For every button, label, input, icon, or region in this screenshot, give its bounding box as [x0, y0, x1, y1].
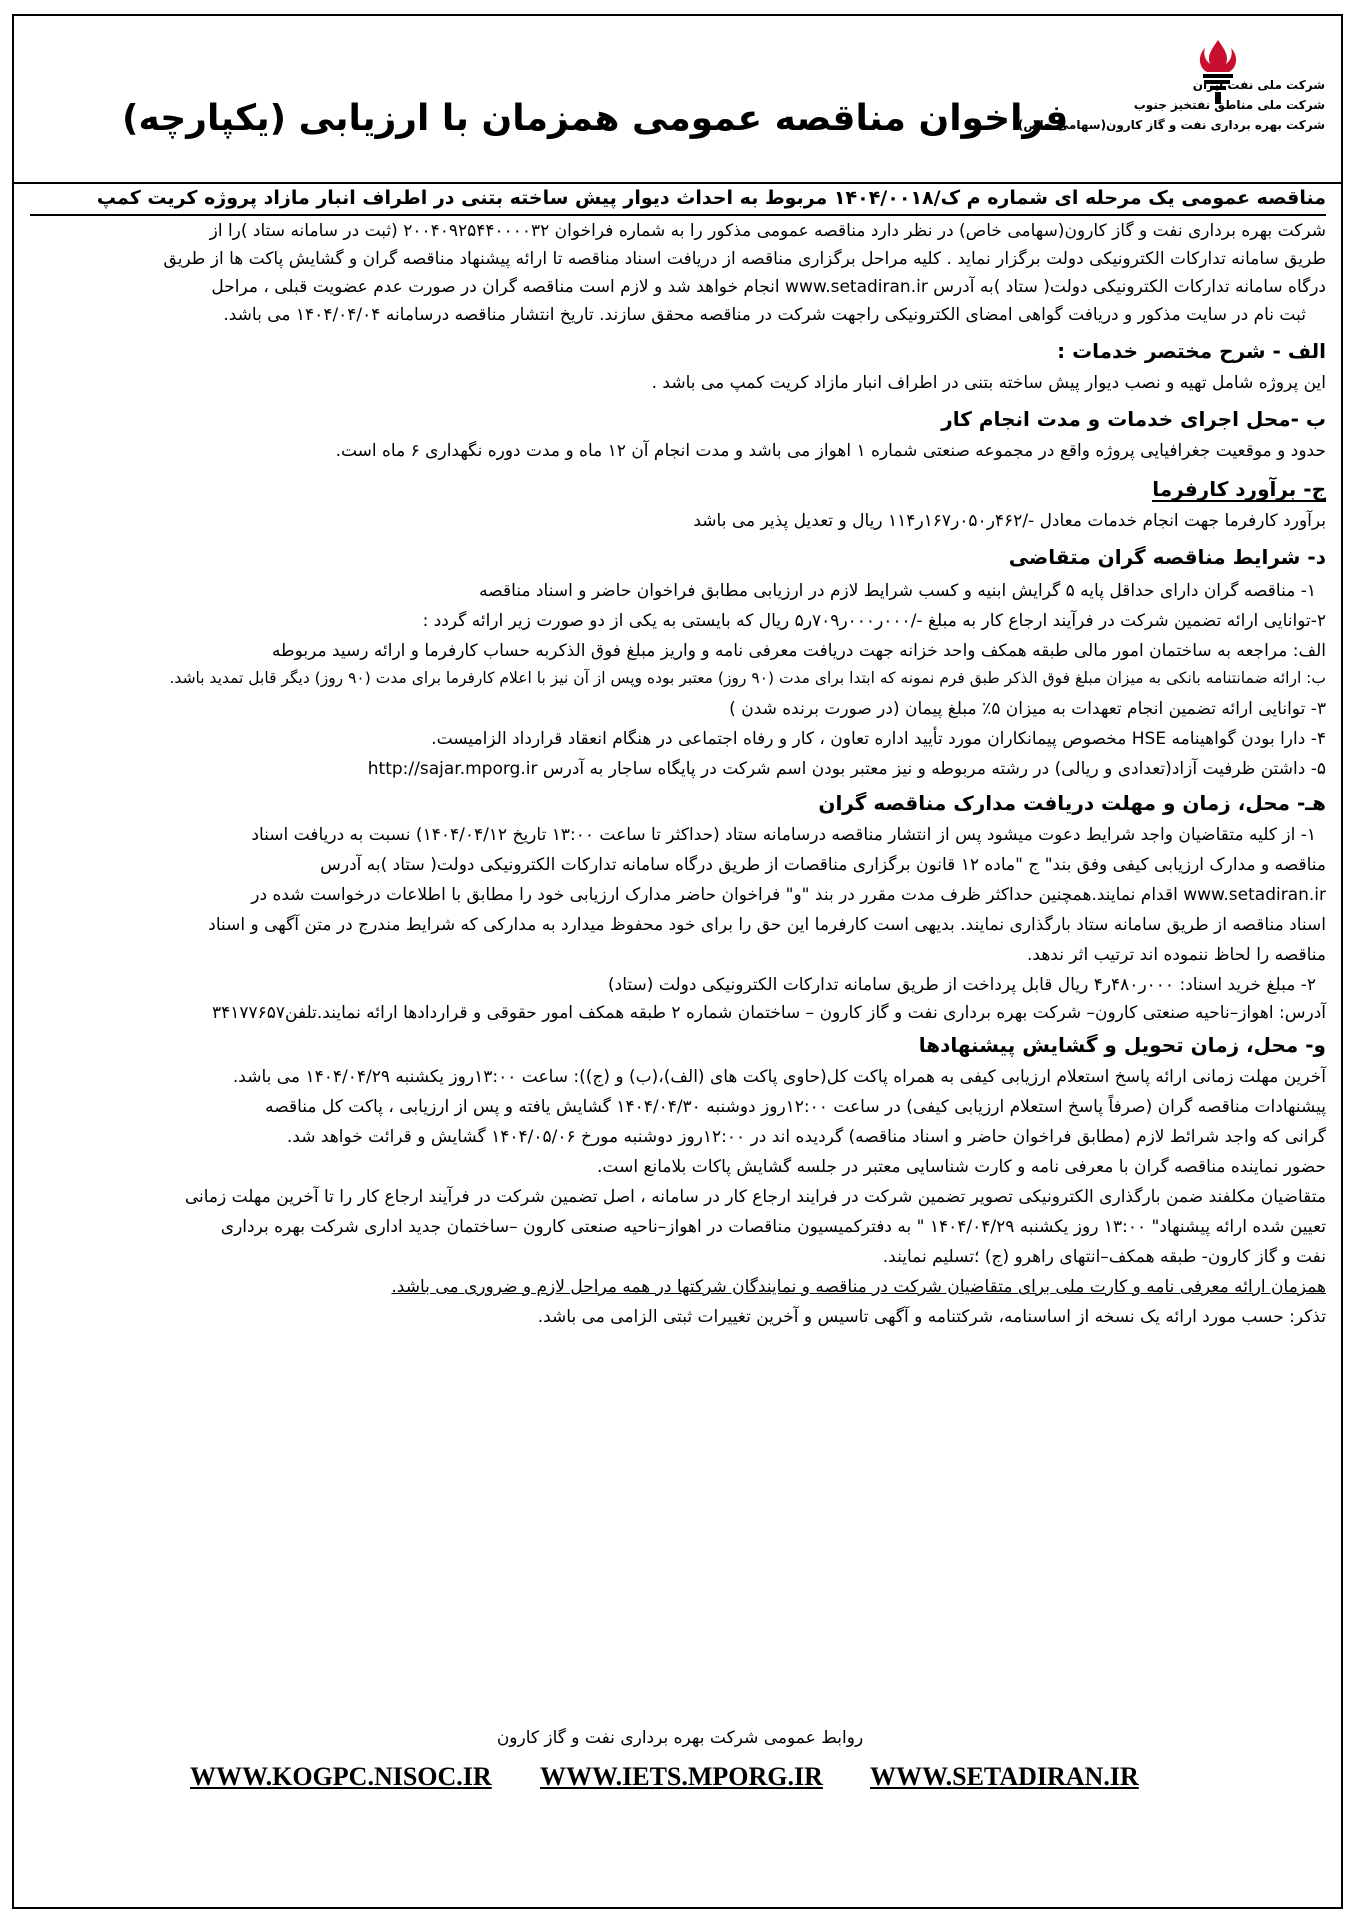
paragraph-line: آخرین مهلت زمانی ارائه پاسخ استعلام ارزیابی کیفی به همراه پاکت کل(حاوی پاکت های (الف)،(ب) و (ج)): ساعت ۱۳:۰۰روز یکشنبه ۱۴۰۴/۰۴/۲۹ می باشد.	[232, 1067, 1326, 1087]
section-heading-alef: الف - شرح مختصر خدمات :	[1057, 339, 1326, 363]
paragraph-line: تعیین شده ارائه پیشنهاد" ۱۳:۰۰ روز یکشنبه ۱۴۰۴/۰۴/۲۹ " به دفترکمیسیون مناقصات در اهواز–ناحیه صنعتی کارون –ساختمان جدید اداری شرکت بهره برداری	[220, 1217, 1326, 1237]
condition-item-4: ۴- دارا بودن گواهینامه HSE مخصوص پیمانکاران مورد تأیید اداره تعاون ، کار و رفاه اجتماعی در هنگام انعقاد قرارداد الزامیست.	[431, 729, 1326, 749]
section-heading-dal: د- شرایط مناقصه گران متقاضی	[1008, 545, 1326, 569]
note-line: تذکر: حسب مورد ارائه یک نسخه از اساسنامه، شرکتنامه و آگهی تاسیس و آخرین تغییرات ثبتی الزامی می باشد.	[537, 1307, 1326, 1327]
paragraph-line: نفت و گاز کارون- طبقه همکف–انتهای راهرو (ج) ؛تسلیم نمایند.	[882, 1247, 1326, 1267]
paragraph-line: همزمان ارائه معرفی نامه و کارت ملی برای متقاضیان شرکت در مناقصه و نمایندگان شرکتها در همه مراحل لازم و ضروری می باشد.	[391, 1277, 1326, 1297]
paragraph-line: طریق سامانه تدارکات الکترونیکی دولت برگزار نماید . کلیه مراحل برگزاری مناقصه از دریافت اسناد مناقصه تا ارائه پیشنهاد مناقصه گران و گشایش پاکت ها از طریق	[163, 249, 1326, 269]
header	[12, 14, 1343, 184]
public-relations-label: روابط عمومی شرکت بهره برداری نفت و گاز کارون	[496, 1728, 864, 1748]
paragraph-line: شرکت بهره برداری نفت و گاز کارون(سهامی خاص) در نظر دارد مناقصه عمومی مذکور را به شماره فراخوان ۲۰۰۴۰۹۲۵۴۴۰۰۰۰۳۲ (ثبت در سامانه ستاد )را از	[209, 221, 1326, 241]
paragraph-line: گرانی که واجد شرائط لازم (مطابق فراخوان حاضر و اسناد مناقصه) گردیده اند در ۱۲:۰۰روز دوشنبه مورخ ۱۴۰۴/۰۵/۰۶ گشایش و قرائت خواهد شد.	[286, 1127, 1326, 1147]
section-heading-be: ب -محل اجرای خدمات و مدت انجام کار	[941, 407, 1326, 431]
paragraph-line: ۱- از کلیه متقاضیان واجد شرایط دعوت میشود پس از انتشار مناقصه درسامانه ستاد (حداکثر تا ساعت ۱۳:۰۰ تاریخ ۱۴۰۴/۰۴/۱۲) نسبت به دریافت اسناد	[251, 825, 1316, 845]
paragraph-line: www.setadiran.ir اقدام نمایند.همچنین حداکثر ظرف مدت مقرر در بند "و" فراخوان حاضر مدارک ارزیابی خود را مطابق با اطلاعات درخواست شده در	[251, 885, 1326, 905]
condition-item-1: ۱- مناقصه گران دارای حداقل پایه ۵ گرایش ابنیه و کسب شرایط لازم در ارزیابی مطابق فراخوان حاضر و اسناد مناقصه	[479, 581, 1316, 601]
condition-item-2: ۲-توانایی ارائه تضمین شرکت در فرآیند ارجاع کار به مبلغ -/۰۰۰ر۰۰۰ر۷۰۹ر۵ ریال که بایستی به یکی از دو صورت زیر ارائه گردد :	[422, 611, 1326, 631]
footer-link-kogpc[interactable]: WWW.KOGPC.NISOC.IR	[190, 1762, 492, 1791]
company-line-3: شرکت بهره برداری نفت و گاز کارون(سهامی خاص)	[1017, 118, 1325, 132]
condition-item-2b: ب: ارائه ضمانتنامه بانکی به میزان مبلغ فوق الذکر طبق فرم نمونه که ابتدا برای مدت (۹۰ روز) معتبر بوده وپس از آن نیز با اعلام کارفرما برای مدت (۹۰ روز) دیگر قابل تمدید باشد.	[169, 669, 1326, 687]
paragraph-line: این پروژه شامل تهیه و نصب دیوار پیش ساخته بتنی در اطراف انبار مازاد کریت کمپ می باشد .	[651, 373, 1326, 393]
paragraph-line: ثبت نام در سایت مذکور و دریافت گواهی امضای الکترونیکی راجهت شرکت در مناقصه محقق سازند. تاریخ انتشار مناقصه درسامانه ۱۴۰۴/۰۴/۰۴ می باشد.	[223, 305, 1306, 325]
condition-item-2a: الف: مراجعه به ساختمان امور مالی طبقه همکف واحد خزانه جهت دریافت معرفی نامه و واریز مبلغ فوق الذکربه حساب کارفرما و ارائه رسید مربوطه	[271, 641, 1326, 661]
section-heading-vav: و- محل، زمان تحویل و گشایش پیشنهادها	[918, 1033, 1326, 1057]
paragraph-line: ۲- مبلغ خرید اسناد: ۰۰۰ر۴۸۰ر۴ ریال قابل پرداخت از طریق سامانه تدارکات الکترونیکی دولت (ستاد)	[608, 975, 1316, 995]
paragraph-line: برآورد کارفرما جهت انجام خدمات معادل -/۴۶۲ر۰۵۰ر۱۶۷ر۱۱۴ ریال و تعدیل پذیر می باشد	[693, 511, 1326, 531]
condition-item-3: ۳- توانایی ارائه تضمین انجام تعهدات به میزان ۵٪ مبلغ پیمان (در صورت برنده شدن )	[729, 699, 1326, 719]
paragraph-line: پیشنهادات مناقصه گران (صرفاً پاسخ استعلام ارزیابی کیفی) در ساعت ۱۲:۰۰روز دوشنبه ۱۴۰۴/۰۴/۳۰ گشایش یافته و پس از ارزیابی ، پاکت کل مناقصه	[265, 1097, 1326, 1117]
paragraph-line: حدود و موقعیت جغرافیایی پروژه واقع در مجموعه صنعتی شماره ۱ اهواز می باشد و مدت انجام آن ۱۲ ماه و مدت دوره نگهداری ۶ ماه است.	[335, 441, 1326, 461]
tender-headline: مناقصه عمومی یک مرحله ای شماره م ک/۱۴۰۴/۰۰۱۸ مربوط به احداث دیوار پیش ساخته بتنی در اطراف انبار مازاد پروژه کریت کمپ	[96, 187, 1326, 209]
section-heading-jim: ج- برآورد کارفرما	[1152, 477, 1326, 501]
paragraph-line: متقاضیان مکلفند ضمن بارگذاری الکترونیکی تصویر تضمین شرکت در فرایند ارجاع کار در سامانه ، اصل تضمین شرکت در فرآیند ارجاع کار را تا آخرین مهلت زمانی	[184, 1187, 1326, 1207]
paragraph-line: حضور نماینده مناقصه گران با معرفی نامه و کارت شناسایی معتبر در جلسه گشایش پاکات بلامانع است.	[597, 1157, 1326, 1177]
paragraph-line: اسناد مناقصه از طریق سامانه ستاد بارگذاری نمایند. بدیهی است کارفرما این حق را برای خود محفوظ میدارد به مدارکی که شرایط مندرج در متن آگهی و اسناد	[208, 915, 1326, 935]
company-line-2: شرکت ملی مناطق نفتخیز جنوب	[1133, 98, 1325, 112]
address-line: آدرس: اهواز–ناحیه صنعتی کارون– شرکت بهره برداری نفت و گاز کارون – ساختمان شماره ۲ طبقه همکف امور حقوقی و قراردادها ارائه نمایند.تلفن۳۴۱۷۷۶۵۷	[211, 1003, 1326, 1023]
section-heading-he: هـ- محل، زمان و مهلت دریافت مدارک مناقصه گران	[818, 791, 1326, 815]
footer-link-iets[interactable]: WWW.IETS.MPORG.IR	[540, 1762, 823, 1791]
divider	[30, 214, 1326, 216]
company-line-1: شرکت ملی نفت ایران	[1192, 78, 1325, 92]
condition-item-5: ۵- داشتن ظرفیت آزاد(تعدادی و ریالی) در رشته مربوطه و نیز معتبر بودن اسم شرکت در پایگاه ساجار به آدرس http://sajar.mporg.ir	[367, 759, 1326, 779]
footer-link-setadiran[interactable]: WWW.SETADIRAN.IR	[870, 1762, 1139, 1791]
paragraph-line: مناقصه و مدارک ارزیابی کیفی وفق بند" ج "ماده ۱۲ قانون برگزاری مناقصات از طریق درگاه سامانه تدارکات الکترونیکی دولت( ستاد )به آدرس	[320, 855, 1326, 875]
page-title: فراخوان مناقصه عمومی همزمان با ارزیابی (یکپارچه)	[122, 98, 1069, 139]
paragraph-line: مناقصه را لحاظ ننموده اند ترتیب اثر ندهد.	[1027, 945, 1326, 965]
paragraph-line: درگاه سامانه تدارکات الکترونیکی دولت( ستاد )به آدرس www.setadiran.ir انجام خواهد شد و لازم است مناقصه گران در صورت عدم عضویت قبلی ، مراحل	[211, 277, 1326, 297]
